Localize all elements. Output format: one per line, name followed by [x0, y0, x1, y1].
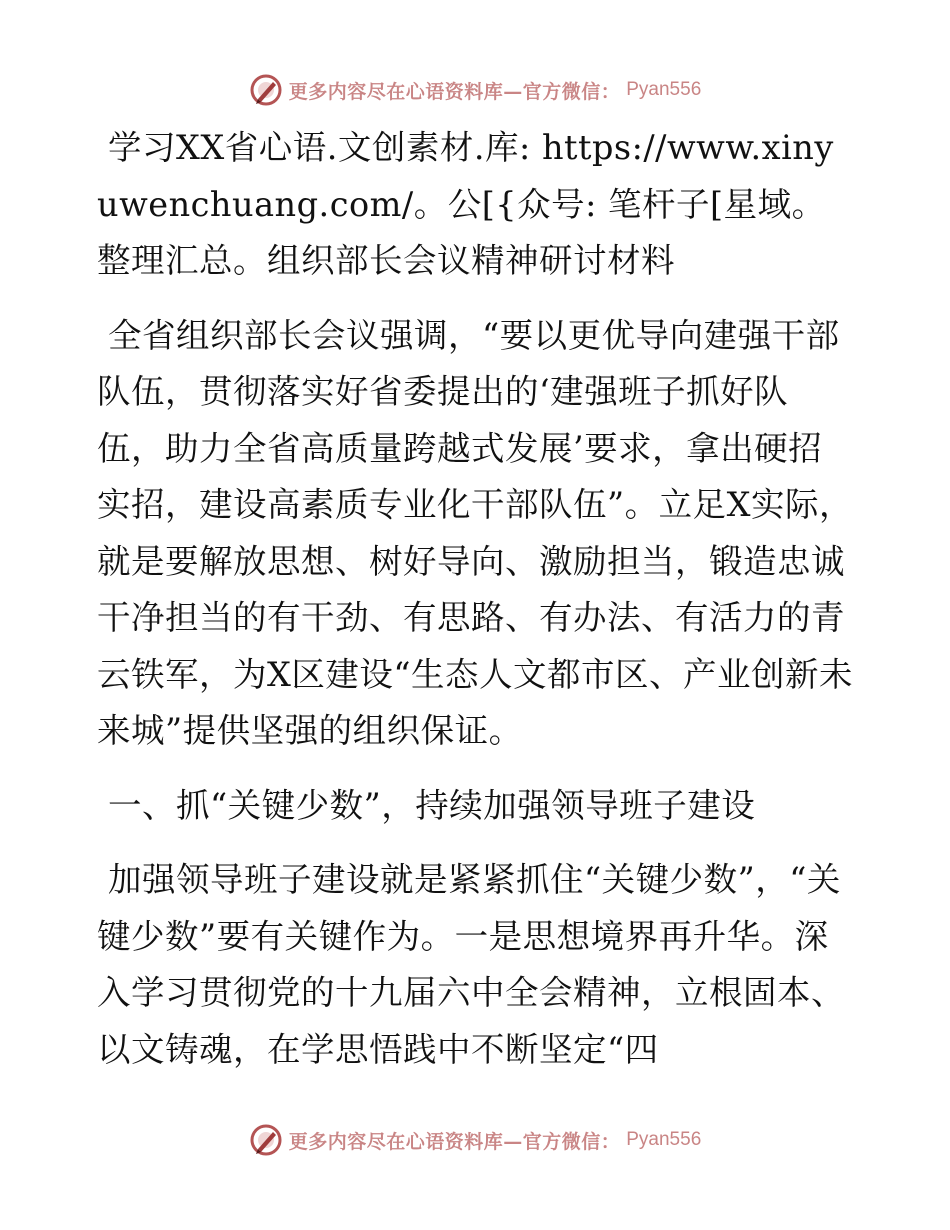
body-paragraph: 全省组织部长会议强调，“要以更优导向建强干部队伍，贯彻落实好省委提出的‘建强班子抓好队伍，助力全省高质量跨越式发展’要求，拿出硬招实招，建设高素质专业化干部队伍”。立足X实际，就是要解放思想、树好导向、激励担当，锻造忠诚干净担当的有干劲、有思路、有办法、有活力的青云铁军，为X区建设“生态人文都市区、产业创新未来城”提供坚强的组织保证。 [97, 315, 853, 750]
watermark-banner-bottom [0, 1118, 950, 1162]
watermark-wechat-id: Pyan556 [626, 1129, 702, 1150]
document-body [97, 120, 853, 1078]
watermark-text: 更多内容尽在心语资料库—官方微信： [288, 1130, 621, 1153]
intro-paragraph: 学习XX省心语.文创素材.库: https://www.xinyuwenchuang.com/。公[{众号: 笔杆子[星域。整理汇总。组织部长会议精神研讨材料 [97, 128, 834, 280]
watermark-text: 更多内容尽在心语资料库—官方微信： [288, 80, 621, 103]
watermark-banner-top [0, 68, 950, 112]
section-heading: 一、抓“关键少数”，持续加强领导班子建设 [108, 785, 756, 825]
pen-seal-icon [249, 73, 283, 107]
watermark-wechat-id: Pyan556 [626, 79, 702, 100]
body-paragraph: 加强领导班子建设就是紧紧抓住“关键少数”，“关键少数”要有关键作为。一是思想境界再升华。深入学习贯彻党的十九届六中全会精神，立根固本、以文铸魂，在学思悟践中不断坚定“四 [97, 860, 845, 1069]
pen-seal-icon [249, 1123, 283, 1157]
